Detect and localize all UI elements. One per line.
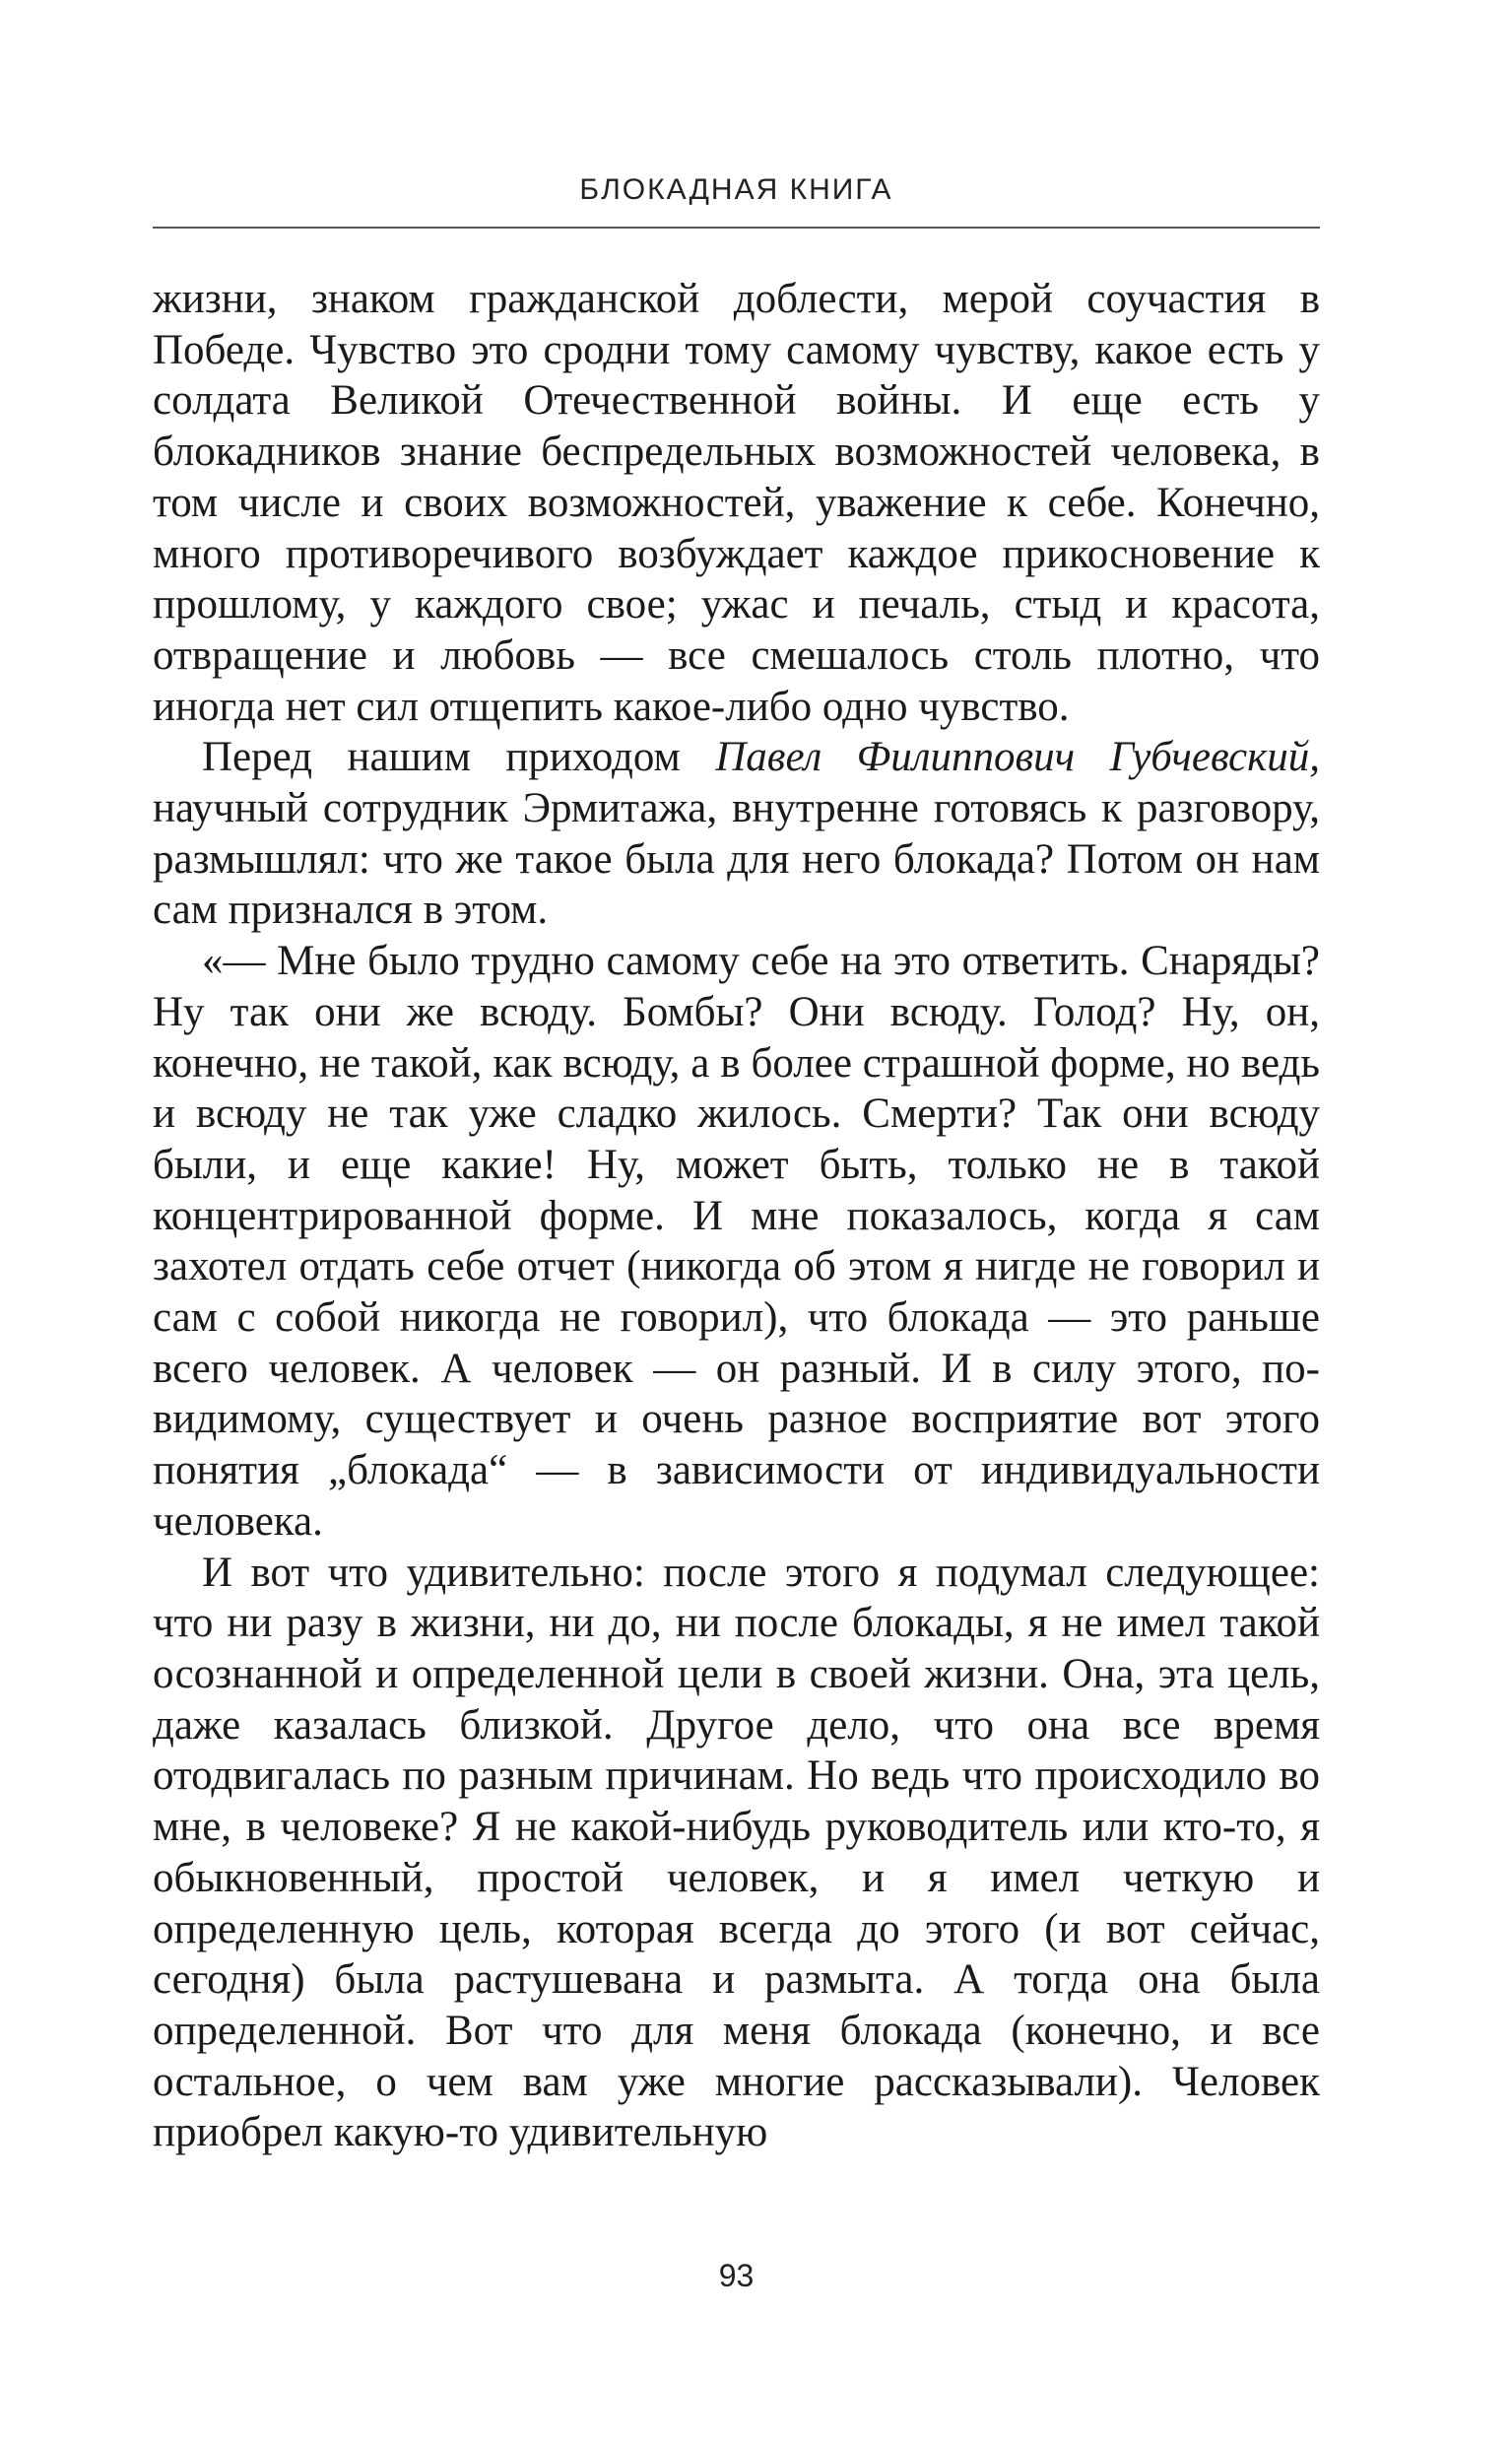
paragraph-4: И вот что удивительно: после этого я подумал следующее: что ни разу в жизни, ни до, ни после блокады, я не имел такой осознанной и определенной цели в своей жизни. Она, эта цель, даже казалась близкой. Другое дело, что она все время отодвигалась по разным причинам. Но ведь что происходило во мне, в человеке? Я не какой-нибудь руководитель или кто-то, я обыкновенный, простой человек, и я имел четкую и определенную цель, которая всегда до этого (и вот сейчас, сегодня) была растушевана и размыта. А тогда она была определенной. Вот что для меня блокада (конечно, и все остальное, о чем вам уже многие рассказывали). Человек приобрел какую-то удивительную — [153, 1549, 1320, 2156]
paragraph-3: «— Мне было трудно самому себе на это ответить. Снаряды? Ну так они же всюду. Бомбы? Они всюду. Голод? Ну, он, конечно, не такой, как всюду, а в более страшной форме, но ведь и всюду не так уже сладко жилось. Смерти? Так они всюду были, и еще какие! Ну, может быть, только не в такой концентрированной форме. И мне показалось, когда я сам захотел отдать себе отчет (никогда об этом я нигде не говорил и сам с собой никогда не говорил), что блокада — это раньше всего человек. А человек — он разный. И в силу этого, по-видимому, существует и очень разное восприятие вот этого понятия „блокада“ — в зависимости от индивидуальности человека. — [153, 938, 1320, 1545]
body-text — [153, 274, 1320, 2158]
paragraph-2-rest: научный сотрудник Эрмитажа, внутренне готовясь к разговору, размышлял: что же такое была для него блокада? Потом он нам сам признался в этом. — [153, 785, 1320, 934]
paragraph-2 — [153, 732, 1320, 936]
paragraph-1: жизни, знаком гражданской доблести, мерой соучастия в Победе. Чувство это сродни тому самому чувству, какое есть у солдата Великой Отечественной войны. И еще есть у блокадников знание беспредельных возможностей человека, в том числе и своих возможностей, уважение к себе. Конечно, много противоречивого возбуждает каждое прикосновение к прошлому, у каждого свое; ужас и печаль, стыд и красота, отвращение и любовь — все смешалось столь плотно, что иногда нет сил отщепить какое-либо одно чувство. — [153, 276, 1320, 730]
paragraph-2-lead: Перед нашим приходом — [202, 734, 716, 781]
running-title: БЛОКАДНАЯ КНИГА — [579, 173, 893, 206]
page-number: 93 — [718, 2258, 755, 2293]
speaker-name: Павел Филиппович Губчевский, — [715, 734, 1320, 781]
header-rule — [153, 227, 1320, 229]
